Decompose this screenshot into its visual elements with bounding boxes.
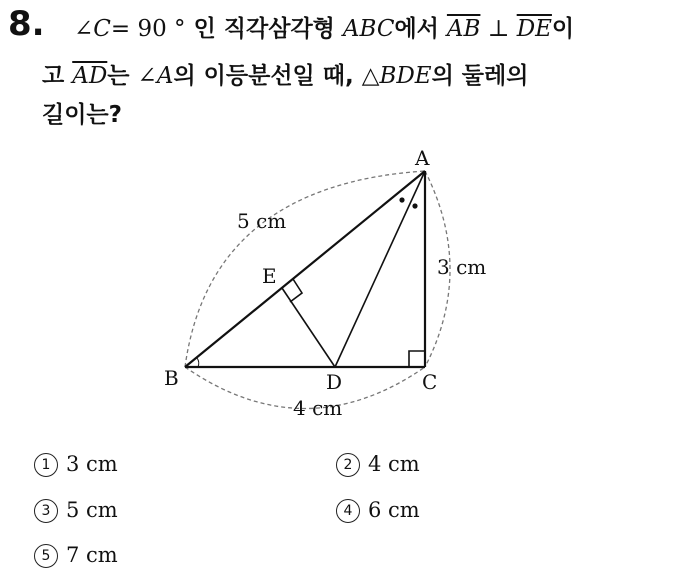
right-angle-mark-c (409, 351, 425, 367)
angle-symbol: ∠ (137, 63, 157, 89)
segment-ab: $\overline{AB}$ (446, 16, 481, 42)
segment-de-line (282, 288, 335, 367)
choice-marker: 4 (336, 499, 360, 523)
text-go: 고 (42, 63, 73, 89)
choice-marker: 5 (34, 544, 58, 568)
math-a: A (156, 63, 174, 89)
text-right-triangle: 인 직각삼각형 (185, 16, 343, 42)
angle-symbol: ∠ (74, 16, 94, 42)
label-length-ab: 5 cm (237, 209, 287, 233)
choice-1[interactable] (34, 452, 118, 477)
text-perimeter: 의 둘레의 (431, 63, 529, 89)
label-vertex-e: E (262, 264, 277, 288)
text-eseo: 에서 (394, 16, 447, 42)
label-length-ac: 3 cm (437, 255, 487, 279)
question-number: 8. (8, 4, 45, 44)
choice-4[interactable] (336, 498, 420, 523)
math-c: C (93, 16, 111, 42)
text-i: 이 (551, 16, 575, 42)
text-neun: 는 (107, 63, 138, 89)
bisector-ad (335, 171, 425, 367)
label-length-bc: 4 cm (293, 396, 343, 420)
choice-marker: 2 (336, 453, 360, 477)
choice-2[interactable] (336, 452, 420, 477)
choice-marker: 1 (34, 453, 58, 477)
side-ab (185, 171, 425, 367)
choice-text: 6 cm (368, 498, 420, 522)
angle-dot-1 (399, 197, 404, 202)
choice-text: 4 cm (368, 452, 420, 476)
choice-5[interactable] (34, 543, 118, 568)
choice-text: 3 cm (66, 452, 118, 476)
right-angle-mark-e (290, 279, 302, 302)
perp-symbol: ⊥ (480, 16, 517, 42)
angle-mark-b (197, 358, 199, 367)
label-vertex-d: D (326, 370, 343, 394)
math-bde: BDE (379, 63, 432, 89)
choice-3[interactable] (34, 498, 118, 523)
label-vertex-c: C (422, 370, 438, 394)
math-abc: ABC (342, 16, 395, 42)
text-bisector: 의 이등분선일 때, (173, 63, 362, 89)
choice-text: 5 cm (66, 498, 118, 522)
label-vertex-b: B (164, 366, 179, 390)
segment-ad: $\overline{AD}$ (72, 63, 108, 89)
choice-text: 7 cm (66, 543, 118, 567)
math-equals-90: = 90 ° (110, 16, 186, 42)
question-text-line-3: 길이는? (42, 102, 122, 128)
label-vertex-a: A (415, 146, 430, 170)
segment-de: $\overline{DE}$ (516, 16, 552, 42)
choice-marker: 3 (34, 499, 58, 523)
triangle-symbol: △ (361, 63, 380, 89)
angle-dot-2 (412, 203, 417, 208)
